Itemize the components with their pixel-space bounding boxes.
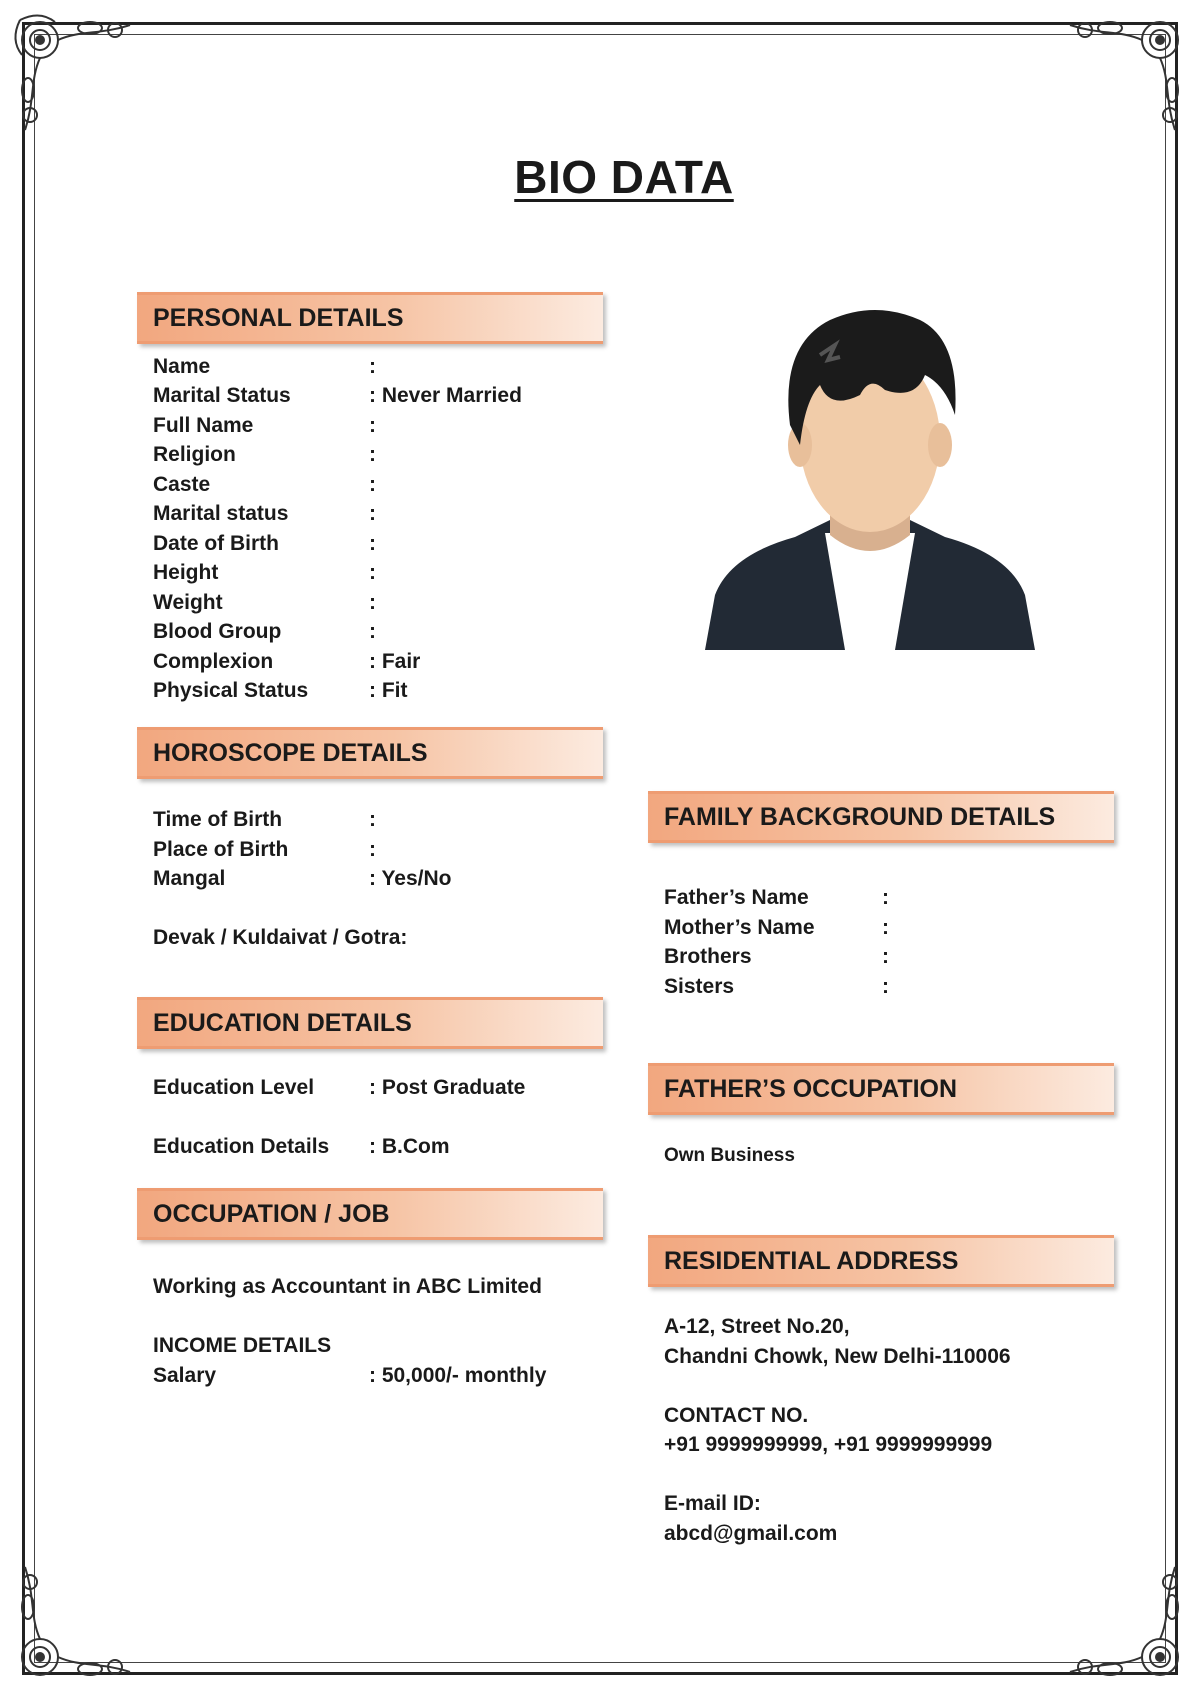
floral-corner-ornament	[0, 0, 150, 150]
horoscope-details-heading: HOROSCOPE DETAILS	[137, 727, 603, 779]
fathers-occupation-heading: FATHER’S OCCUPATION	[648, 1063, 1114, 1115]
income-details-heading: INCOME DETAILS	[153, 1334, 332, 1357]
email-heading: E-mail ID:	[664, 1492, 761, 1515]
contact-heading: CONTACT NO.	[664, 1404, 809, 1427]
address-line-2: Chandni Chowk, New Delhi-110006	[664, 1345, 1011, 1368]
occupation-heading: OCCUPATION / JOB	[137, 1188, 603, 1240]
floral-corner-ornament	[1050, 0, 1200, 150]
address-line-1: A-12, Street No.20,	[664, 1315, 850, 1338]
floral-corner-ornament	[0, 1547, 150, 1697]
education-details-heading: EDUCATION DETAILS	[137, 997, 603, 1049]
page-title: BIO DATA	[514, 151, 734, 203]
person-avatar-icon	[700, 305, 1040, 650]
gotra-label: Devak / Kuldaivat / Gotra:	[153, 926, 408, 949]
fathers-occupation-text: Own Business	[664, 1145, 795, 1166]
residential-address-heading: RESIDENTIAL ADDRESS	[648, 1235, 1114, 1287]
personal-details-heading: PERSONAL DETAILS	[137, 292, 603, 344]
contact-numbers: +91 9999999999, +91 9999999999	[664, 1433, 993, 1456]
family-background-heading: FAMILY BACKGROUND DETAILS	[648, 791, 1114, 843]
occupation-text: Working as Accountant in ABC Limited	[153, 1275, 542, 1298]
floral-corner-ornament	[1050, 1547, 1200, 1697]
email-address[interactable]: abcd@gmail.com	[664, 1522, 838, 1545]
